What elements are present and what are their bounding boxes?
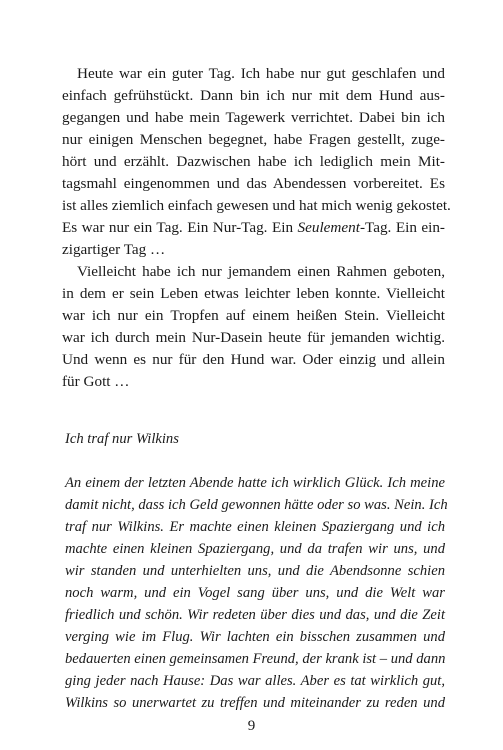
text-line: für Gott … <box>62 373 130 390</box>
text-line: An einem der letzten Abende hatte ich wirklich Glück. Ich meine <box>65 475 445 491</box>
text-line: damit nicht, dass ich Geld gewonnen hätte oder so was. Nein. Ich <box>65 497 448 513</box>
text-line: in dem er sein Leben etwas leichter leben konnte. Vielleicht <box>62 285 445 302</box>
text-line: bedauerten einen gemeinsamen Freund, der krank ist – und dann <box>65 651 446 667</box>
text-line: nur einigen Menschen begegnet, habe Fragen gestellt, zuge- <box>62 131 445 148</box>
text-line: noch warm, und ein Vogel sang über uns, und die Welt war <box>65 585 445 601</box>
text-segment: Es war nur ein Tag. Ein Nur-Tag. Ein <box>62 219 298 236</box>
text-line: war ich durch mein Nur-Dasein heute für jemanden wichtig. <box>62 329 445 346</box>
text-line: Und wenn es nur für den Hund war. Oder einzig und allein <box>62 351 445 368</box>
text-line: einfach gefrühstückt. Dann bin ich nur mit dem Hund aus- <box>62 87 445 104</box>
text-line: tagsmahl eingenommen und das Abendessen vorbereitet. Es <box>62 175 445 192</box>
text-line: gegangen und habe mein Tagewerk verrichtet. Dabei bin ich <box>62 109 445 126</box>
text-segment: -Tag. Ein ein- <box>359 219 445 236</box>
text-line: war ich nur ein Tropfen auf einem heißen Stein. Vielleicht <box>62 307 445 324</box>
text-line: zigartiger Tag … <box>62 241 166 258</box>
text-line: friedlich und schön. Wir redeten über dies und das, und die Zeit <box>65 607 445 623</box>
section-title: Ich traf nur Wilkins <box>65 431 179 447</box>
text-line: Wilkins so unerwartet zu treffen und miteinander zu reden und <box>65 695 445 711</box>
text-line: ging jeder nach Hause: Das war alles. Aber es tat wirklich gut, <box>65 673 445 689</box>
text-line-mixed <box>62 217 445 239</box>
text-line: machte einen kleinen Spaziergang, und da trafen wir uns, und <box>65 541 445 557</box>
text-line: traf nur Wilkins. Er machte einen kleinen Spaziergang und ich <box>65 519 445 535</box>
italic-word: Seulement <box>297 219 360 236</box>
page-number: 9 <box>247 718 256 734</box>
text-line: wir standen und unterhielten uns, und die Abendsonne schien <box>65 563 445 579</box>
text-line: hört und erzählt. Dazwischen habe ich lediglich mein Mit- <box>62 153 445 170</box>
text-line: Vielleicht habe ich nur jemandem einen Rahmen geboten, <box>77 263 445 280</box>
text-line: verging wie im Flug. Wir lachten ein bisschen zusammen und <box>65 629 445 645</box>
text-line: Heute war ein guter Tag. Ich habe nur gut geschlafen und <box>77 65 445 82</box>
text-line: ist alles ziemlich einfach gewesen und hat mich wenig gekostet. <box>62 197 451 214</box>
